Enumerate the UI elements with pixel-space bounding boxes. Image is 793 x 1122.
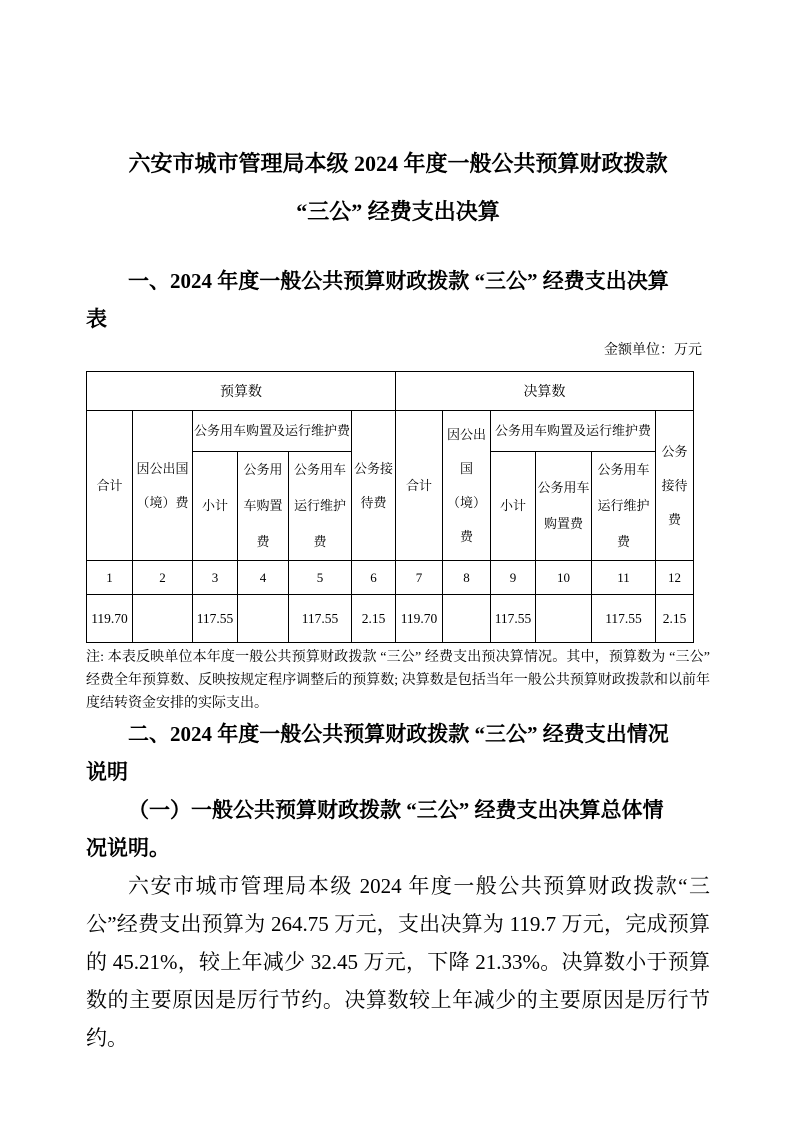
budget-abroad-header: 因公出国（境）费 bbox=[133, 411, 193, 561]
column-number-cell: 10 bbox=[536, 561, 592, 595]
column-number-cell: 3 bbox=[193, 561, 238, 595]
document-title bbox=[86, 140, 710, 236]
column-number-cell: 9 bbox=[491, 561, 536, 595]
document-content bbox=[86, 0, 710, 1057]
final-reception-header: 公务接待费 bbox=[656, 411, 694, 561]
value-cell: 119.70 bbox=[87, 595, 133, 643]
column-number-cell: 11 bbox=[592, 561, 656, 595]
body-paragraph: 六安市城市管理局本级 2024 年度一般公共预算财政拨款“三公”经费支出预算为 264.75 万元，支出决算为 119.7 万元，完成预算的 45.21%，较上年减少 32.45 万元，下降 21.33%。决算数小于预算数的主要原因是厉行节约。决算数较上年减少的主要原因是厉行节约。 bbox=[86, 874, 710, 1050]
budget-vehicle-group-header: 公务用车购置及运行维护费 bbox=[193, 411, 352, 452]
value-cell: 117.55 bbox=[193, 595, 238, 643]
final-vehicle-purchase-header: 公务用车购置费 bbox=[536, 452, 592, 561]
value-cell bbox=[443, 595, 491, 643]
document-title-line: 六安市城市管理局本级 2024 年度一般公共预算财政拨款 bbox=[128, 151, 668, 176]
subsection1-heading-line: 况说明。 bbox=[86, 836, 170, 860]
column-number-cell: 12 bbox=[656, 561, 694, 595]
budget-reception-header: 公务接待费 bbox=[352, 411, 396, 561]
budget-vehicle-maintenance-header: 公务用车运行维护费 bbox=[289, 452, 352, 561]
final-group-header: 决算数 bbox=[396, 372, 694, 411]
value-cell: 119.70 bbox=[396, 595, 443, 643]
column-number-cell: 8 bbox=[443, 561, 491, 595]
section2-heading bbox=[86, 715, 710, 791]
final-total-header: 合计 bbox=[396, 411, 443, 561]
value-cell bbox=[536, 595, 592, 643]
section1-heading bbox=[86, 262, 710, 338]
final-vehicle-subtotal-header: 小计 bbox=[491, 452, 536, 561]
section2-heading-line: 说明 bbox=[86, 760, 128, 784]
budget-vehicle-purchase-header: 公务用车购置费 bbox=[238, 452, 289, 561]
table-note: 注: 本表反映单位本年度一般公共预算财政拨款 “三公” 经费支出预决算情况。其中，预算数为 “三公” 经费全年预算数、反映按规定程序调整后的预算数; 决算数是包括当年一般公共预算财政拨款和以前年度结转资金安排的实际支出。 bbox=[86, 650, 710, 711]
subsection1-heading-line: （一）一般公共预算财政拨款 “三公” 经费支出决算总体情 bbox=[128, 798, 664, 822]
budget-group-header: 预算数 bbox=[87, 372, 396, 411]
column-number-cell: 5 bbox=[289, 561, 352, 595]
section1-heading-line: 一、2024 年度一般公共预算财政拨款 “三公” 经费支出决算 bbox=[128, 269, 669, 293]
value-row bbox=[87, 595, 694, 643]
budget-vehicle-subtotal-header: 小计 bbox=[193, 452, 238, 561]
subsection1-heading bbox=[86, 791, 710, 867]
sangong-expense-table bbox=[86, 371, 694, 643]
value-cell: 117.55 bbox=[592, 595, 656, 643]
column-number-cell: 7 bbox=[396, 561, 443, 595]
value-cell: 117.55 bbox=[289, 595, 352, 643]
column-number-cell: 1 bbox=[87, 561, 133, 595]
column-number-cell: 4 bbox=[238, 561, 289, 595]
value-cell: 2.15 bbox=[352, 595, 396, 643]
amount-unit-note: 金额单位：万元 bbox=[604, 343, 702, 358]
column-number-cell: 2 bbox=[133, 561, 193, 595]
table-header-row-upper bbox=[87, 411, 694, 452]
value-cell: 117.55 bbox=[491, 595, 536, 643]
final-vehicle-maintenance-header: 公务用车运行维护费 bbox=[592, 452, 656, 561]
value-cell: 2.15 bbox=[656, 595, 694, 643]
column-number-cell: 6 bbox=[352, 561, 396, 595]
section1-heading-line: 表 bbox=[86, 307, 107, 331]
column-number-row bbox=[87, 561, 694, 595]
value-cell bbox=[133, 595, 193, 643]
value-cell bbox=[238, 595, 289, 643]
table-group-header-row bbox=[87, 372, 694, 411]
budget-total-header: 合计 bbox=[87, 411, 133, 561]
final-abroad-header: 因公出国（境）费 bbox=[443, 411, 491, 561]
section2-heading-line: 二、2024 年度一般公共预算财政拨款 “三公” 经费支出情况 bbox=[128, 722, 669, 746]
final-vehicle-group-header: 公务用车购置及运行维护费 bbox=[491, 411, 656, 452]
document-title-line: “三公” 经费支出决算 bbox=[296, 199, 500, 224]
